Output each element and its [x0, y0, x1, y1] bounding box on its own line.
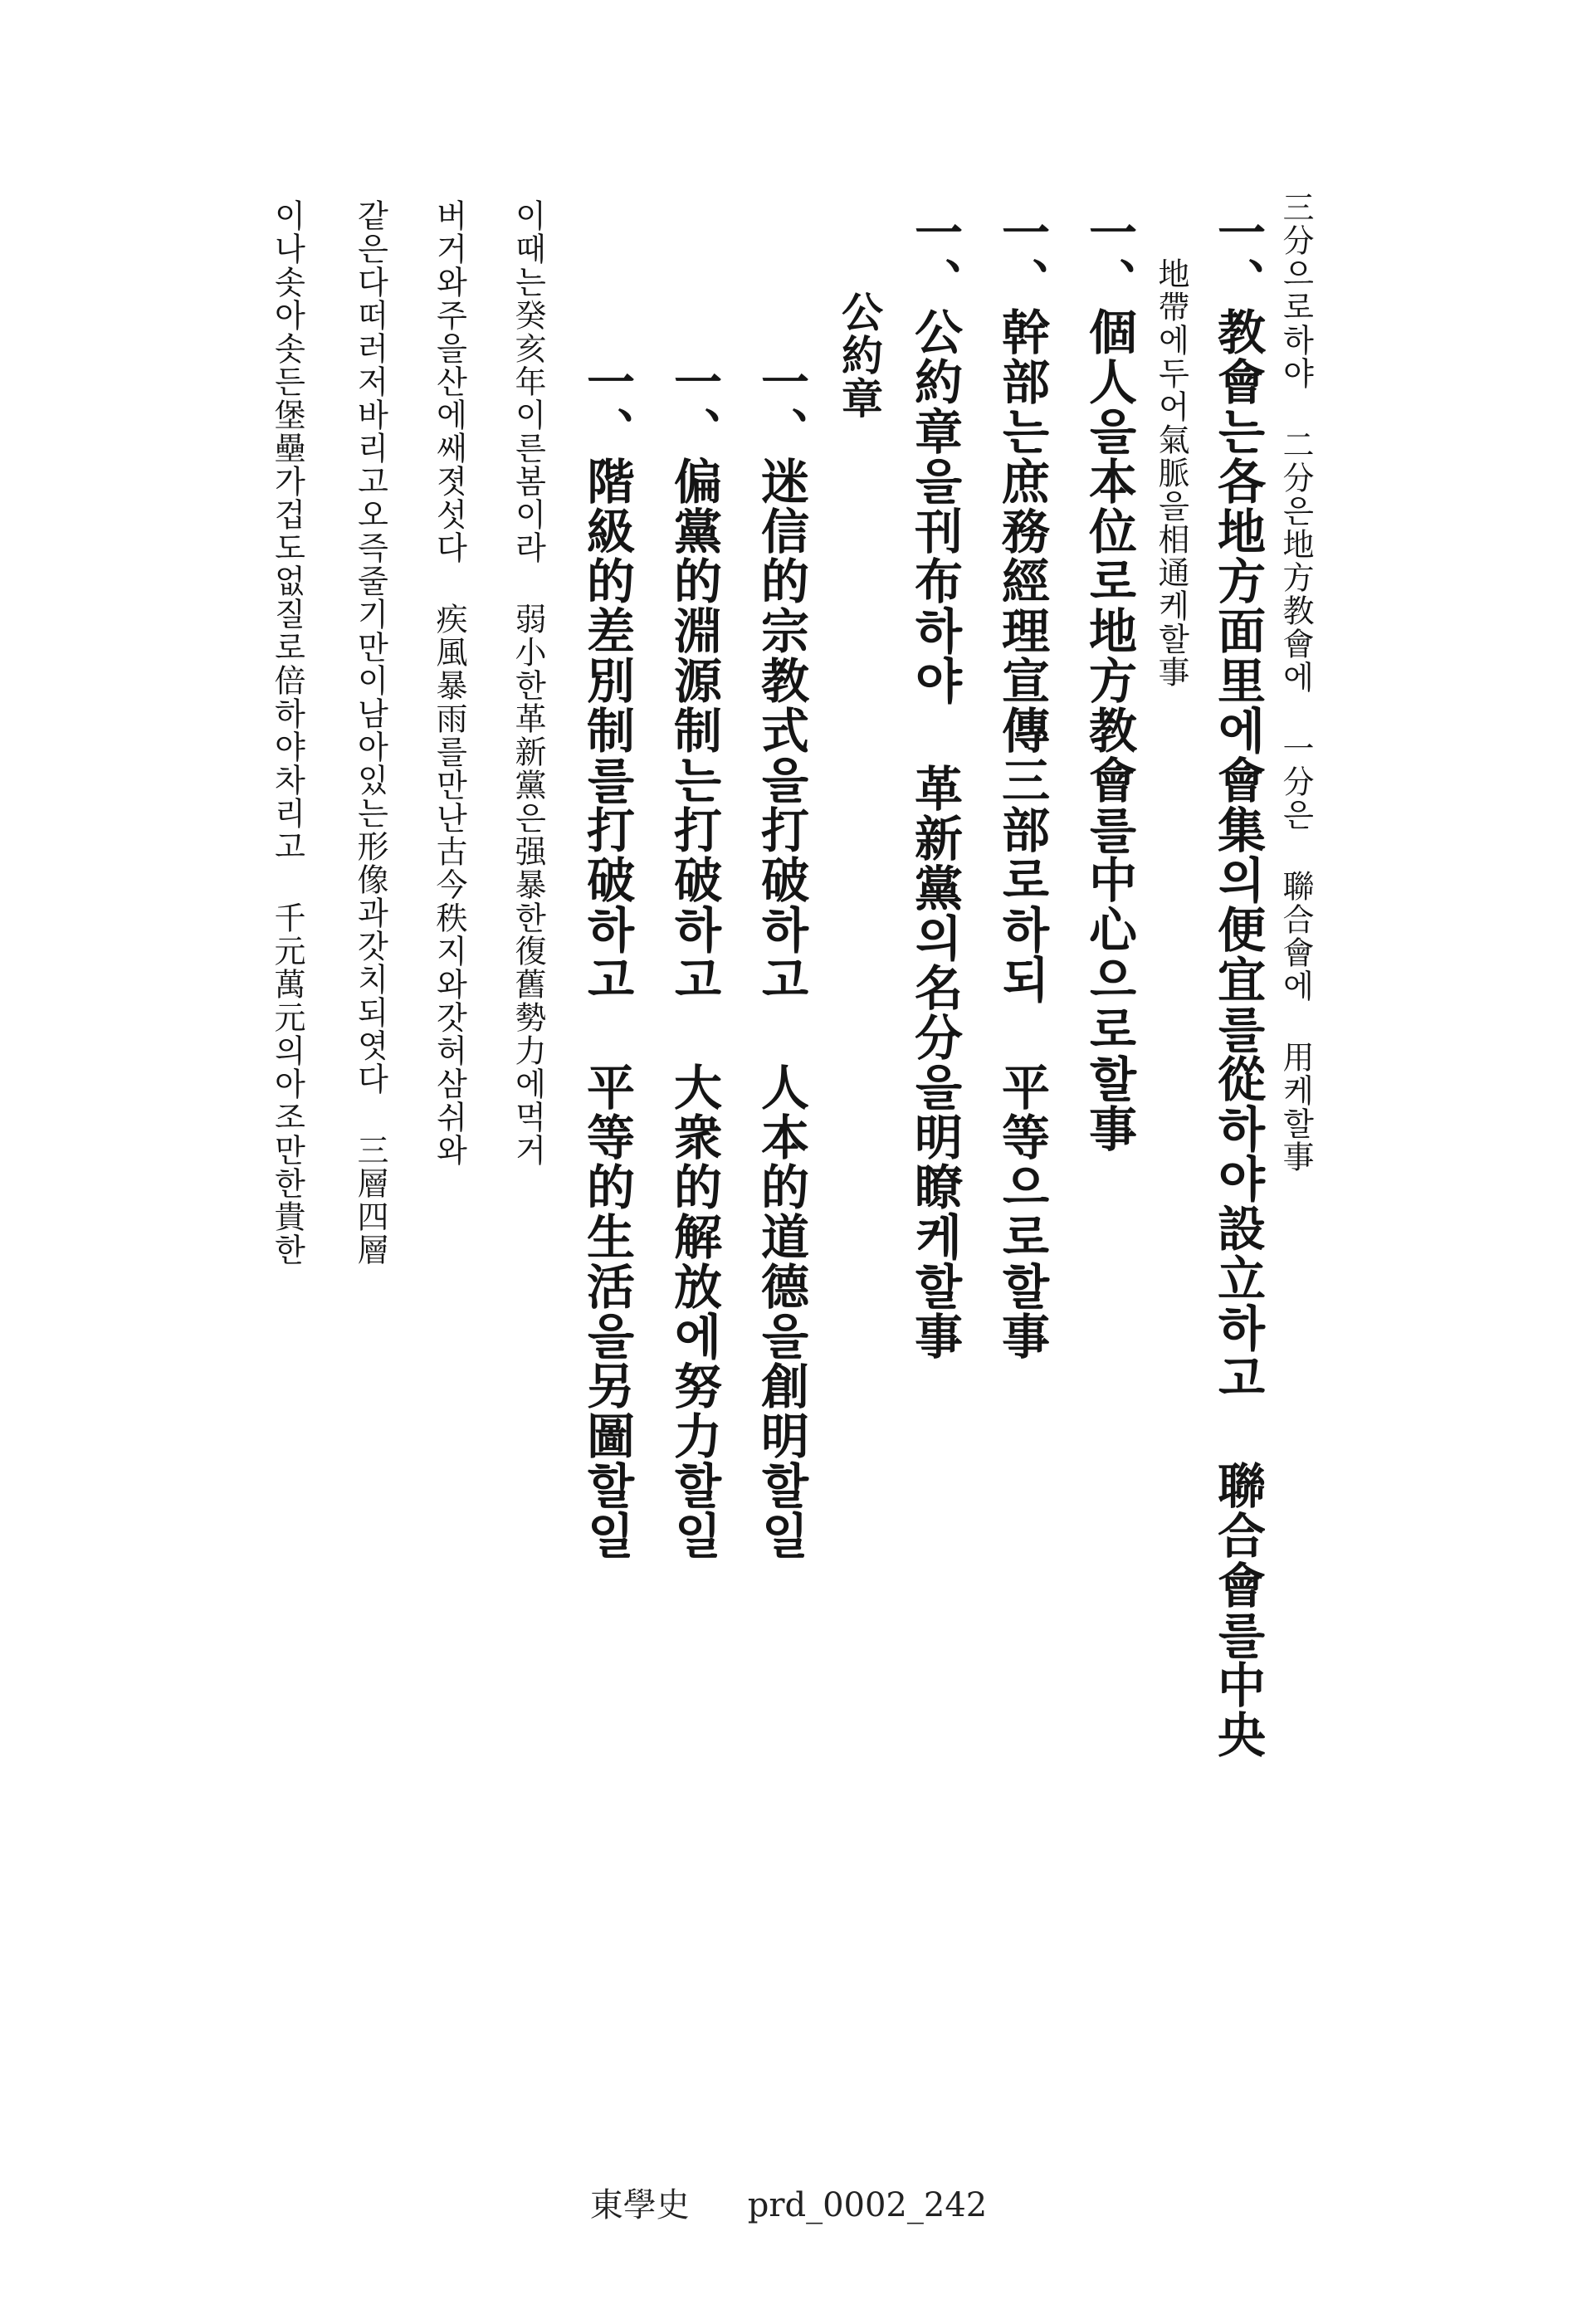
page-code: prd_0002_242 [747, 2186, 988, 2224]
manuscript-body [149, 191, 1314, 2017]
manuscript-line: 一、階級的差別制를打破하고 平等的生活을另圖할일 [579, 357, 635, 1560]
manuscript-line: 이때는癸亥年이른봄이라 弱小한革新黨은强暴한復舊勢力에먹거 [510, 199, 546, 1167]
manuscript-line: 一、迷信的宗教式을打破하고 人本的道德을創明할일 [753, 357, 809, 1560]
book-title: 東學史 [589, 2186, 690, 2224]
manuscript-line: 버거와주을산에쌔졋섯다 疾風暴雨를만난古今秩지와갓허삼쉬와 [431, 199, 467, 1167]
manuscript-line: 같은다떠러저바리고오즉줄기만이남아있는形像과갓치되엿다 三層四層 [352, 199, 388, 1267]
manuscript-line: 이나솟아솟든堡壘가겁도없질로倍하야차리고 千元萬元의아조만한貴한 [269, 199, 305, 1267]
manuscript-line: 一、個人을本位로地方教會를中心으로할事 [1081, 208, 1137, 1154]
manuscript-line: 公約章 [835, 290, 884, 420]
manuscript-line: 一、偏黨的淵源制는打破하고 大衆的解放에努力할일 [666, 357, 722, 1560]
manuscript-line: 三分으로하야 二分은地方教會에 一分은 聯合會에 用케할事 [1277, 191, 1314, 1174]
manuscript-line: 地帶에두어氣脈을相通케할事 [1153, 257, 1189, 689]
manuscript-line: 一、公約章을刊布하야 革新黨의名分을明瞭케할事 [906, 208, 963, 1361]
page-footer [0, 2179, 1577, 2226]
manuscript-line: 一、教會는各地方面里에會集의便宜를從하야設立하고 聯合會를中央 [1209, 208, 1266, 1760]
manuscript-line: 一、幹部는庶務經理宣傳三部로하되 平等으로할事 [994, 208, 1050, 1361]
